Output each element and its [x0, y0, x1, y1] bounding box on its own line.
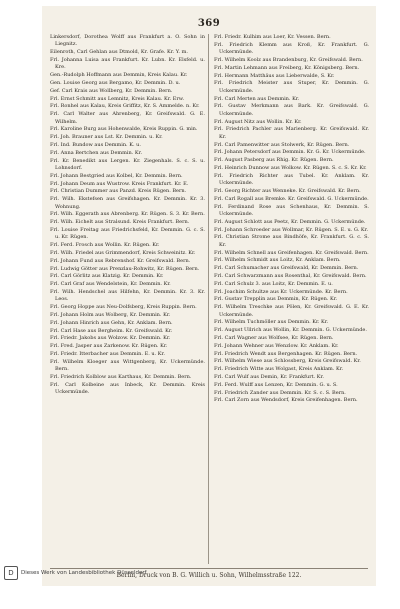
list-entry: Frl. Friedr. Kulhim aus Loer, Kr. Vessen. Bern.	[214, 34, 331, 40]
list-entry: Frl. Friedr. Jakobs aus Wolzow. Kr. Demmin. Kr.	[50, 335, 171, 342]
list-entry: Frl. Gustav Merkmann aus Bark. Kr. Greifswald. G. Uckermünde.	[214, 103, 369, 117]
column-divider	[208, 34, 209, 564]
list-entry: Frl. Wilh. Ekstefsen aus Greifshagen. Kr. Demmin. Kr. 3. Wohnung.	[50, 196, 205, 210]
list-entry: Frl. Wilh. Eggerath aus Abrenberg. Kr. Rügen. S. 3. Kr. Bern.	[50, 211, 205, 218]
list-entry: Frl. Johann Fund aus Rebrenshof. Kr. Greifswald. Bern.	[50, 257, 191, 264]
list-entry: Frl. Christian Strome aus Bindhöfe, Kr. Frankfurt. G. c. S. Kr.	[214, 234, 369, 248]
list-entry: Frl. Georg Hoppe aus Neu-Dolfsberg, Kreis Ruppin. Bern.	[50, 304, 197, 311]
list-entry: Gen.-Rudolph Hoffmann aus Demmin, Kreis Kalau. Kr.	[50, 72, 188, 79]
list-entry: Frl. Wilh. Friedel aus Grimmendorf, Kreis Schweinitz. Kr.	[50, 249, 196, 256]
list-entry: Frl. Carl Schumacher aus Greifswald, Kr. Demmin. Bern.	[214, 265, 359, 272]
list-entry: Frl. Friedrich Richter aus Tubel. Kr. Anklam. Kr. Uckermünde.	[214, 172, 369, 187]
list-entry: Frl. Joh. Brauner aus Lst. Kr. Demmin. u. Kr.	[50, 134, 163, 141]
list-entry: Frl. Ludwig Götter aus Prenzlau-Rohwitz, Kr. Rügen. Bern.	[50, 265, 200, 272]
list-entry: Frl. Joachim Schultze aus Kr. Uckermünde. Kr. Bern.	[214, 288, 348, 295]
list-entry: Frl. Wilhelm Wiese aus Schlossberg, Kreis Greifswald. Kr.	[214, 358, 361, 365]
list-entry: Frl. Johann Petersdorf aus Demmin. Kr. G. Kr. Uckermünde.	[214, 149, 366, 156]
right-column	[214, 34, 369, 405]
list-entry: Frl. Ind. Bundow aus Demmin. K. u.	[50, 141, 141, 148]
list-entry: Frl. August Pasberg aus Rhig. Kr. Rügen. Bern.	[214, 157, 334, 164]
list-entry: Frl. Heinrich Dunnow aus Wolkow. Kr. Rügen. S. c. S. Kr. Kr.	[214, 164, 367, 171]
list-entry: Frl. Wilhelm Tuchmöller aus Demmin. Kr. Kr.	[214, 319, 329, 326]
list-entry: Frl. Kr. Benedikt aus Lergen. Kr. Ziegenhals. S. c. S. u. Lohnsdorf.	[50, 157, 205, 171]
list-entry: Frl. Ferdinand Rose aus Schenhaus, Kr. Demmin. S. Uckermünde.	[214, 203, 369, 217]
list-entry: Frl. Johann Hinrich aus Gehn, Kr. Anklam. Bern.	[50, 319, 173, 326]
list-entry: Frl. Wilh. Hendschel aus Hilfehn, Kr. Demmin. Kr. 3. Kr. Leos.	[50, 288, 205, 303]
page-number: 369	[197, 18, 221, 29]
list-entry: Frl. Anna Bertchen aus Demmin. Kr.	[50, 149, 143, 156]
list-entry: Frl. Friedrich Witte aus Wolgast, Kreis Anklam. Kr.	[214, 366, 344, 373]
list-entry: Frl. Ferd. Frosch aus Wollin. Kr. Rügen. Kr.	[50, 242, 160, 249]
list-entry: Frl. August Nitz aus Wollin. Kr. Kr.	[214, 118, 302, 125]
list-entry: Gef. Carl Krais aus Wollberg, Kr. Demmin. Bern.	[50, 87, 173, 94]
list-entry: Frl. Wilhelm Schnell aus Greifenhagen. Kr. Greifswald. Bern.	[214, 249, 369, 256]
library-logo-icon: D	[4, 566, 18, 580]
page-footer: Berlin, Druck von B. G. Willich u. Sohn, Wilhelmsstraße 122.	[116, 572, 302, 579]
list-entry: Frl. Friedrich Kolblow aus Karthaus, Kr. Demmin. Bern.	[50, 373, 192, 380]
scanned-page	[42, 6, 376, 586]
list-entry: Frl. Fred. Jasper aus Zarkenow. Kr. Rügen. Kr.	[50, 343, 168, 350]
list-entry: Frl. Carl Rogall aus Bremke. Kr. Greifswald. G. Uckermünde.	[214, 195, 369, 202]
list-entry: Frl. Ronhel aus Kalau, Kreis Griffitz, Kr. S. Ammelde. n. Kr.	[50, 103, 200, 110]
list-entry: Frl. Karoline Burg aus Hohenwalde, Kreis Ruppin. G. min.	[50, 126, 198, 133]
list-entry: Frl. Wilhelm Kloeger aus Wittgenberg, Kr. Uckermünde. Bern.	[50, 358, 205, 373]
list-entry: Frl. Carl Merten aus Demmin. Kr.	[214, 95, 300, 102]
list-entry: Gen. Louise Georg aus Bergamo, Kr. Demmin. D. u.	[50, 80, 181, 86]
list-entry: Frl. Friedrich Pachler aus Marienberg. Kr. Greifswald. Kr. Kr.	[214, 126, 369, 140]
list-entry: Frl. Johann Bestgried aus Kolbel, Kr. Demmin. Bern.	[50, 172, 183, 179]
list-entry: Frl. Friedrich Meister aus Stuper, Kr. Demmin. G. Uckermünde.	[214, 80, 369, 94]
list-entry: Frl. Johann Wehner aus Wenzlow. Kr. Anklam. Kr.	[214, 342, 339, 349]
left-column	[50, 34, 205, 397]
list-entry: Frl. Georg Richter aus Wenneke. Kr. Greifswald. Kr. Bern.	[214, 187, 361, 194]
list-entry: Frl. Carl Schwarzmann aus Rosenthal, Kr. Greifswald. Bern.	[214, 272, 367, 279]
list-entry: Frl. Johanna Luisa aus Frankfurt. Kr. Lubn. Kr. Elsfeld. u. Kre.	[50, 57, 205, 71]
list-entry: Frl. Friedrich Klemm aus Kroß, Kr. Frankfurt. G. Uckermünde.	[214, 41, 369, 56]
list-entry: Frl. Wilhelm Koolz aus Brandenburg, Kr. Greifswald. Bern.	[214, 57, 363, 63]
list-entry: Frl. Gustav Trepplin aus Demmin, Kr. Rügen. Kr.	[214, 296, 338, 303]
list-entry: Frl. Carl Kolbeine aus Inbeck, Kr. Demmin. Kreis Uckermünde.	[50, 381, 205, 396]
list-entry: Frl. Ernst Schmitt aus Lemnitz, Kreis Kalau. Kr. Erw.	[50, 95, 185, 102]
list-entry: Frl. Carl Hase aus Bergheim. Kr. Greifswald. Kr.	[50, 327, 173, 334]
list-entry: Frl. Carl Walter aus Ahrenberg, Kr. Greifswald. G. E. Wilhelm.	[50, 111, 205, 125]
list-entry: Frl. Carl Wagner aus Wolfsee, Kr. Rügen. Bern.	[214, 334, 334, 341]
list-entry: Frl. Friedrich Wendt aus Bergenhagen. Kr. Rügen. Bern.	[214, 350, 358, 357]
list-entry: Linkersdorf, Dorothea Wolff aus Frankfurt a. O. Sohn in Liegnitz.	[50, 34, 205, 48]
list-entry: Frl. Carl Zorn aus Wendsdorf, Kreis Greifenhagen. Bern.	[214, 397, 358, 404]
library-stamp	[4, 566, 147, 580]
list-entry: Frl. Wilhelm Treschke aus Pölen, Kr. Greifswald. G. E. Kr. Uckermünde.	[214, 304, 369, 318]
list-entry: Frl. Louise Freitag aus Friedrichsfeld, Kr. Demmin. G. c. S. u. Kr. Rügen.	[50, 226, 205, 241]
list-entry: Frl. Martin Lehmann aus Freiberg, Kr. Königsberg. Bern.	[214, 64, 360, 71]
list-entry: Frl. Hermann Matthäus aus Lieberwalde, S. Kr.	[214, 72, 335, 79]
list-entry: Frl. August Ullrich aus Wollin, Kr. Demmin. G. Uckermünde.	[214, 327, 367, 334]
list-entry: Frl. Wilhelm Schmidt aus Loitz, Kr. Anklam. Bern.	[214, 257, 341, 264]
list-entry: Frl. Johann Deum aus Wustrow. Kreis Frankfurt. Kr. E.	[50, 180, 189, 187]
list-entry: Frl. August Schlott aus Peetz, Kr. Demmin. G. Uckermünde.	[214, 218, 366, 225]
library-stamp-text: Dieses Werk von Landesbibliothek Düsseldorf	[21, 569, 147, 576]
list-entry: Frl. Carl Wulf aus Demin, Kr. Frankfurt. Kr.	[214, 373, 324, 380]
list-entry: Frl. Friedrich Zander aus Demmin. Kr. S. c. S. Bern.	[214, 389, 346, 396]
list-entry: Frl. Johann Schroeder aus Wollmar, Kr. Rügen. S. E. u. G. Kr.	[214, 226, 369, 233]
list-entry: Frl. Christian Dummer aus Panzd. Kreis Rügen. Bern.	[50, 188, 187, 195]
list-entry: Frl. Johann Holm aus Wolberg, Kr. Demmin. Kr.	[50, 311, 171, 318]
list-entry: Frl. Carl Schulz 3. aus Loitz, Kr. Demmin. E. u.	[214, 280, 333, 287]
list-entry: Frl. Carl Görlitz aus Klatzig. Kr. Demmin. Kr.	[50, 273, 164, 280]
list-entry: Eilenroth, Carl Gehlan aus Dtmold, Kr. Grafe. Kr. Y. m.	[50, 49, 188, 56]
list-entry: Frl. Ferd. Wulff aus Lenzen, Kr. Demmin. G. u. S.	[214, 381, 338, 388]
list-entry: Frl. Friedr. Itterbacher aus Demmin. E. u. Kr.	[50, 350, 165, 357]
list-entry: Frl. Wilh. Eichelt aus Stralsund. Kreis Frankfurt. Bern.	[50, 219, 190, 226]
list-entry: Frl. Carl Graf aus Wendelstein, Kr. Demmin. Kr.	[50, 281, 171, 288]
list-entry: Frl. Carl Pamenwitter aus Stolwerk, Kr. Rügen. Bern.	[214, 141, 350, 148]
